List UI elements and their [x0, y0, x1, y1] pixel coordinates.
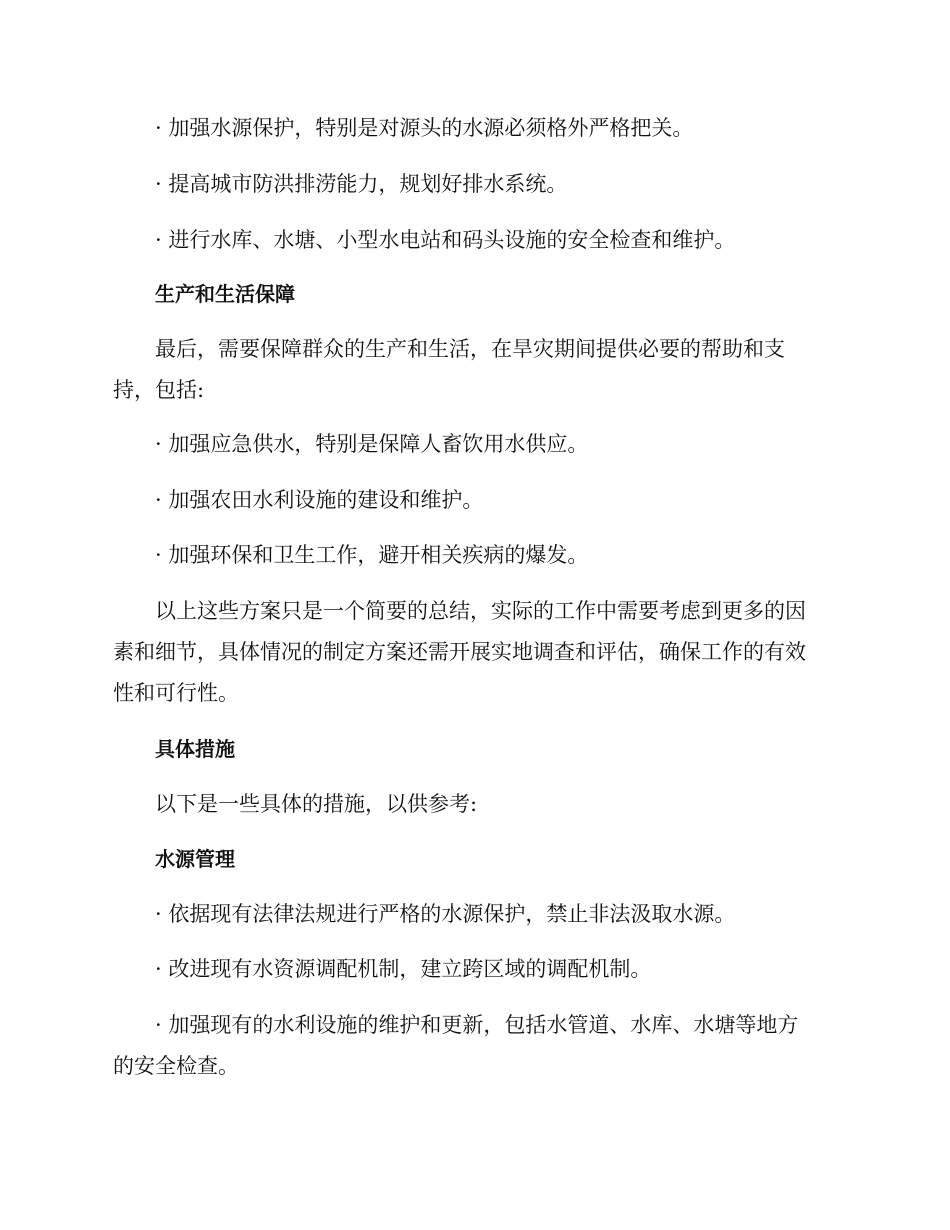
bullet-allocation-mechanism: · 改进现有水资源调配机制，建立跨区域的调配机制。: [155, 957, 652, 981]
bullet-facility-maintenance-line2: 的安全检查。: [113, 1054, 239, 1078]
paragraph-summary-line2: 素和细节，具体情况的制定方案还需开展实地调查和评估，确保工作的有效: [113, 640, 806, 664]
bullet-flood-drainage: · 提高城市防洪排涝能力，规划好排水系统。: [155, 172, 568, 196]
bullet-facility-maintenance-line1: · 加强现有的水利设施的维护和更新，包括水管道、水库、水塘等地方: [155, 1013, 799, 1037]
bullet-safety-inspection: · 进行水库、水塘、小型水电站和码头设施的安全检查和维护。: [155, 228, 736, 252]
bullet-farmland-irrigation: · 加强农田水利设施的建设和维护。: [155, 488, 484, 512]
paragraph-production-line1: 最后，需要保障群众的生产和生活，在旱灾期间提供必要的帮助和支: [155, 337, 785, 361]
bullet-legal-protection: · 依据现有法律法规进行严格的水源保护，禁止非法汲取水源。: [155, 902, 736, 926]
bullet-environment-hygiene: · 加强环保和卫生工作，避开相关疾病的爆发。: [155, 543, 589, 567]
section-heading-measures: 具体措施: [155, 737, 235, 761]
paragraph-measures-intro: 以下是一些具体的措施，以供参考:: [155, 792, 478, 816]
section-heading-production: 生产和生活保障: [155, 282, 295, 306]
bullet-water-protection: · 加强水源保护，特别是对源头的水源必须格外严格把关。: [155, 116, 694, 140]
bullet-emergency-water: · 加强应急供水，特别是保障人畜饮用水供应。: [155, 432, 589, 456]
paragraph-summary-line1: 以上这些方案只是一个简要的总结，实际的工作中需要考虑到更多的因: [155, 599, 806, 623]
paragraph-summary-line3: 性和可行性。: [113, 681, 239, 705]
section-heading-water-management: 水源管理: [155, 847, 235, 871]
paragraph-production-line2: 持，包括:: [113, 378, 205, 402]
